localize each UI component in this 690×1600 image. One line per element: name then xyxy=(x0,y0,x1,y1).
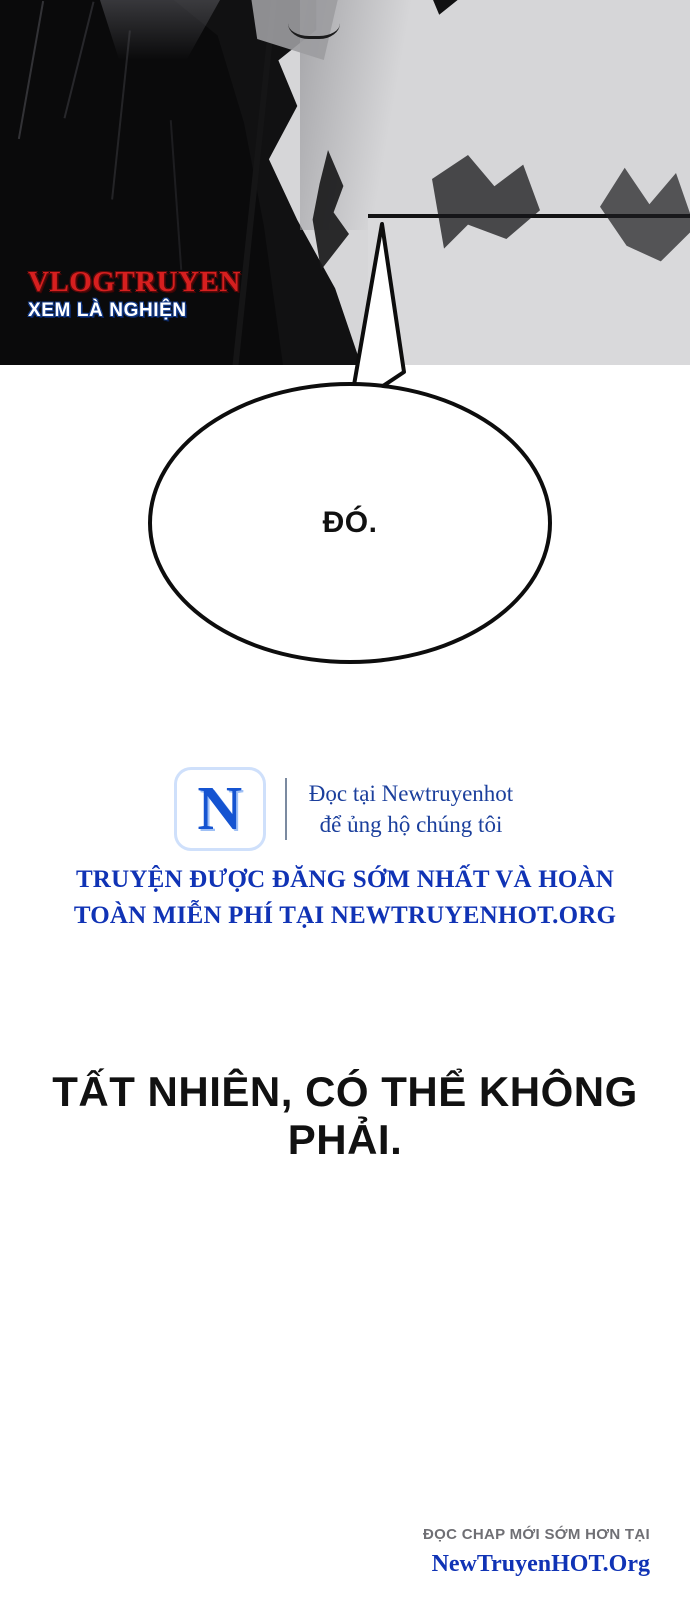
collar-line xyxy=(288,0,340,39)
promo-row xyxy=(0,770,690,848)
promo-banner-line-1: TRUYỆN ĐƯỢC ĐĂNG SỚM NHẤT VÀ HOÀN xyxy=(75,866,615,893)
speech-bubble-group xyxy=(0,200,690,700)
page-footer xyxy=(0,1526,690,1578)
promo-line-2: để ủng hộ chúng tôi xyxy=(319,812,503,837)
watermark-subtitle: XEM LÀ NGHIỆN xyxy=(28,300,187,321)
watermark-title: VLOGTRUYEN xyxy=(28,266,241,298)
promo-line-1: Đọc tại Newtruyenhot xyxy=(308,780,514,806)
speech-bubble-text: ĐÓ. xyxy=(322,506,378,539)
promo-block xyxy=(0,770,690,935)
newtruyenhot-logo: N xyxy=(177,770,263,848)
footer-site-name: NewTruyenHOT.Org xyxy=(431,1551,650,1577)
caption-text: TẤT NHIÊN, CÓ THỂ KHÔNG PHẢI. xyxy=(52,1068,638,1163)
logo-divider xyxy=(285,778,287,840)
footer-note: ĐỌC CHAP MỚI SỚM HƠN TẠI xyxy=(423,1526,650,1543)
promo-text xyxy=(309,778,513,840)
promo-banner-line-2: TOÀN MIỄN PHÍ TẠI NEWTRUYENHOT.ORG xyxy=(73,902,617,930)
promo-banner xyxy=(0,862,690,935)
